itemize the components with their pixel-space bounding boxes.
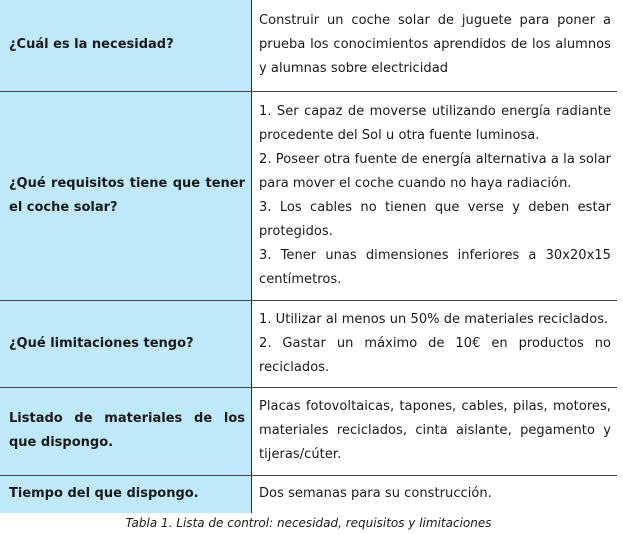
answer-cell	[252, 387, 618, 475]
answer-line: Placas fotovoltaicas, tapones, cables, pilas, motores, materiales reciclados, cinta aislante, pegamento y tijeras/cúter.	[259, 399, 611, 462]
answer-line: 2. Gastar un máximo de 10€ en productos no reciclados.	[259, 335, 611, 375]
question-cell: Listado de materiales de los que dispongo.	[0, 387, 252, 475]
answer-cell	[252, 91, 618, 300]
question-cell: ¿Cuál es la necesidad?	[0, 0, 252, 91]
table-row-necesidad	[0, 0, 617, 91]
table-caption: Tabla 1. Lista de control: necesidad, requisitos y limitaciones	[125, 516, 492, 530]
answer-line: 2. Poseer otra fuente de energía alternativa a la solar para mover el coche cuando no haya radiación.	[259, 151, 611, 191]
answer-line: Construir un coche solar de juguete para poner a prueba los conocimientos aprendidos de los alumnos y alumnas sobre electricidad	[259, 13, 611, 77]
table-row-tiempo	[0, 475, 617, 513]
question-cell: ¿Qué limitaciones tengo?	[0, 300, 252, 387]
answer-line: 1. Utilizar al menos un 50% de materiales reciclados.	[259, 311, 609, 327]
table-row-limitaciones	[0, 300, 617, 387]
answer-cell	[252, 300, 618, 387]
question-cell: Tiempo del que dispongo.	[0, 475, 252, 513]
table-row-materiales	[0, 387, 617, 475]
answer-line: 1. Ser capaz de moverse utilizando energía radiante procedente del Sol u otra fuente luminosa.	[259, 103, 611, 143]
question-cell: ¿Qué requisitos tiene que tener el coche solar?	[0, 91, 252, 300]
answer-line: 3. Los cables no tienen que verse y deben estar protegidos.	[259, 199, 611, 239]
answer-cell	[252, 475, 618, 513]
table-row-requisitos	[0, 91, 617, 300]
answer-cell	[252, 0, 618, 91]
answer-line: 3. Tener unas dimensiones inferiores a 30x20x15 centímetros.	[259, 247, 611, 287]
answer-line: Dos semanas para su construcción.	[259, 486, 492, 502]
